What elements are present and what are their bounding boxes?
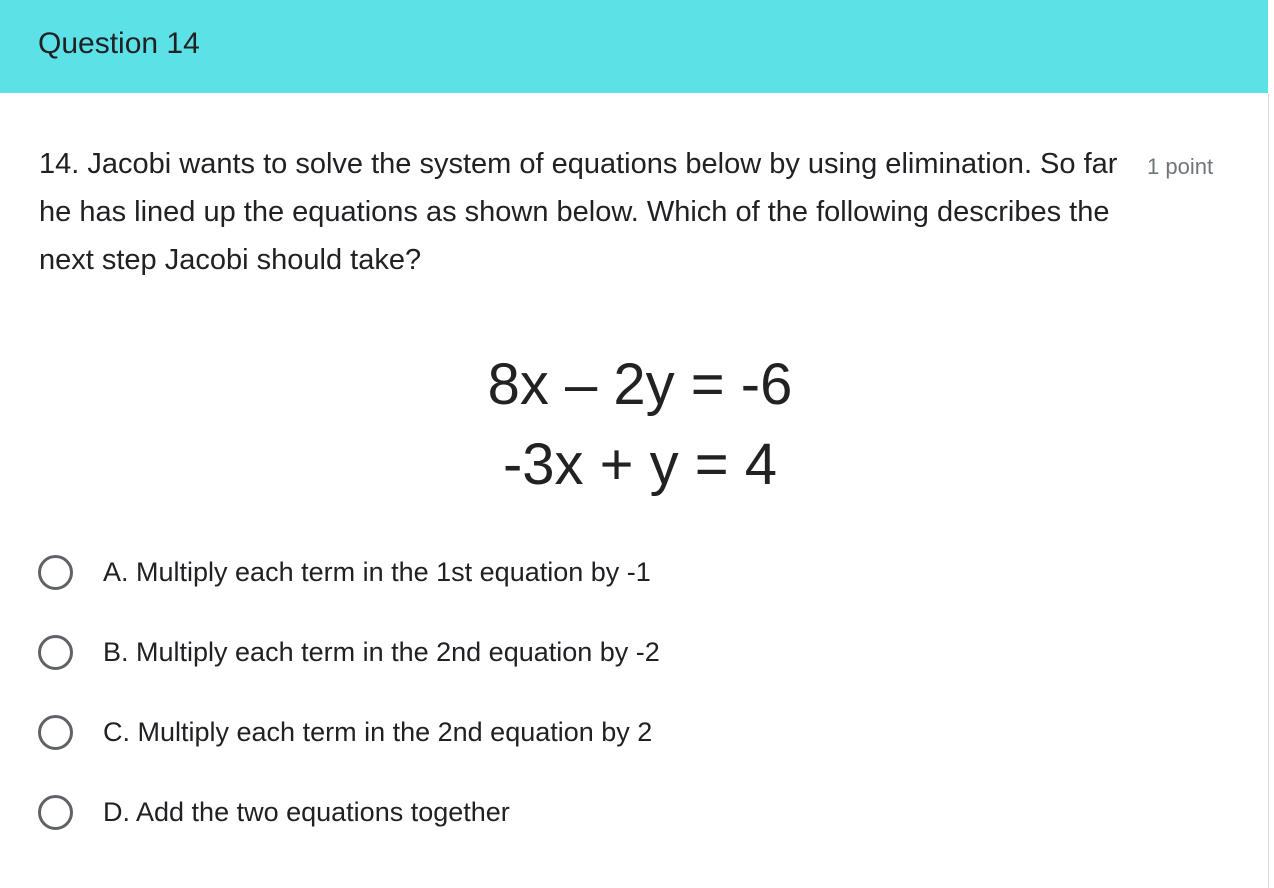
radio-button-icon[interactable]: [38, 635, 73, 670]
option-label: C. Multiply each term in the 2nd equation by 2: [103, 717, 653, 747]
option-b[interactable]: [38, 627, 660, 707]
option-label: D. Add the two equations together: [103, 797, 510, 827]
radio-button-icon[interactable]: [38, 555, 73, 590]
option-label: B. Multiply each term in the 2nd equation by -2: [103, 637, 660, 667]
question-title: Question 14: [38, 27, 200, 60]
answer-options: [38, 547, 660, 867]
equations-image: [380, 345, 900, 505]
radio-button-icon[interactable]: [38, 715, 73, 750]
option-label: A. Multiply each term in the 1st equation by -1: [103, 557, 651, 587]
equation-2: -3x + y = 4: [502, 432, 778, 497]
question-text: 14. Jacobi wants to solve the system of equations below by using elimination. So far he has lined up the equations as shown below. Which of the following describes the next step Jacobi should take?: [39, 148, 1118, 276]
option-d[interactable]: [38, 787, 660, 867]
card-border: [1268, 93, 1269, 888]
option-c[interactable]: [38, 707, 660, 787]
points-label: 1 point: [1147, 154, 1214, 179]
equation-1: 8x – 2y = -6: [487, 352, 793, 417]
question-header: [0, 0, 1268, 93]
radio-button-icon[interactable]: [38, 795, 73, 830]
option-a[interactable]: [38, 547, 660, 627]
